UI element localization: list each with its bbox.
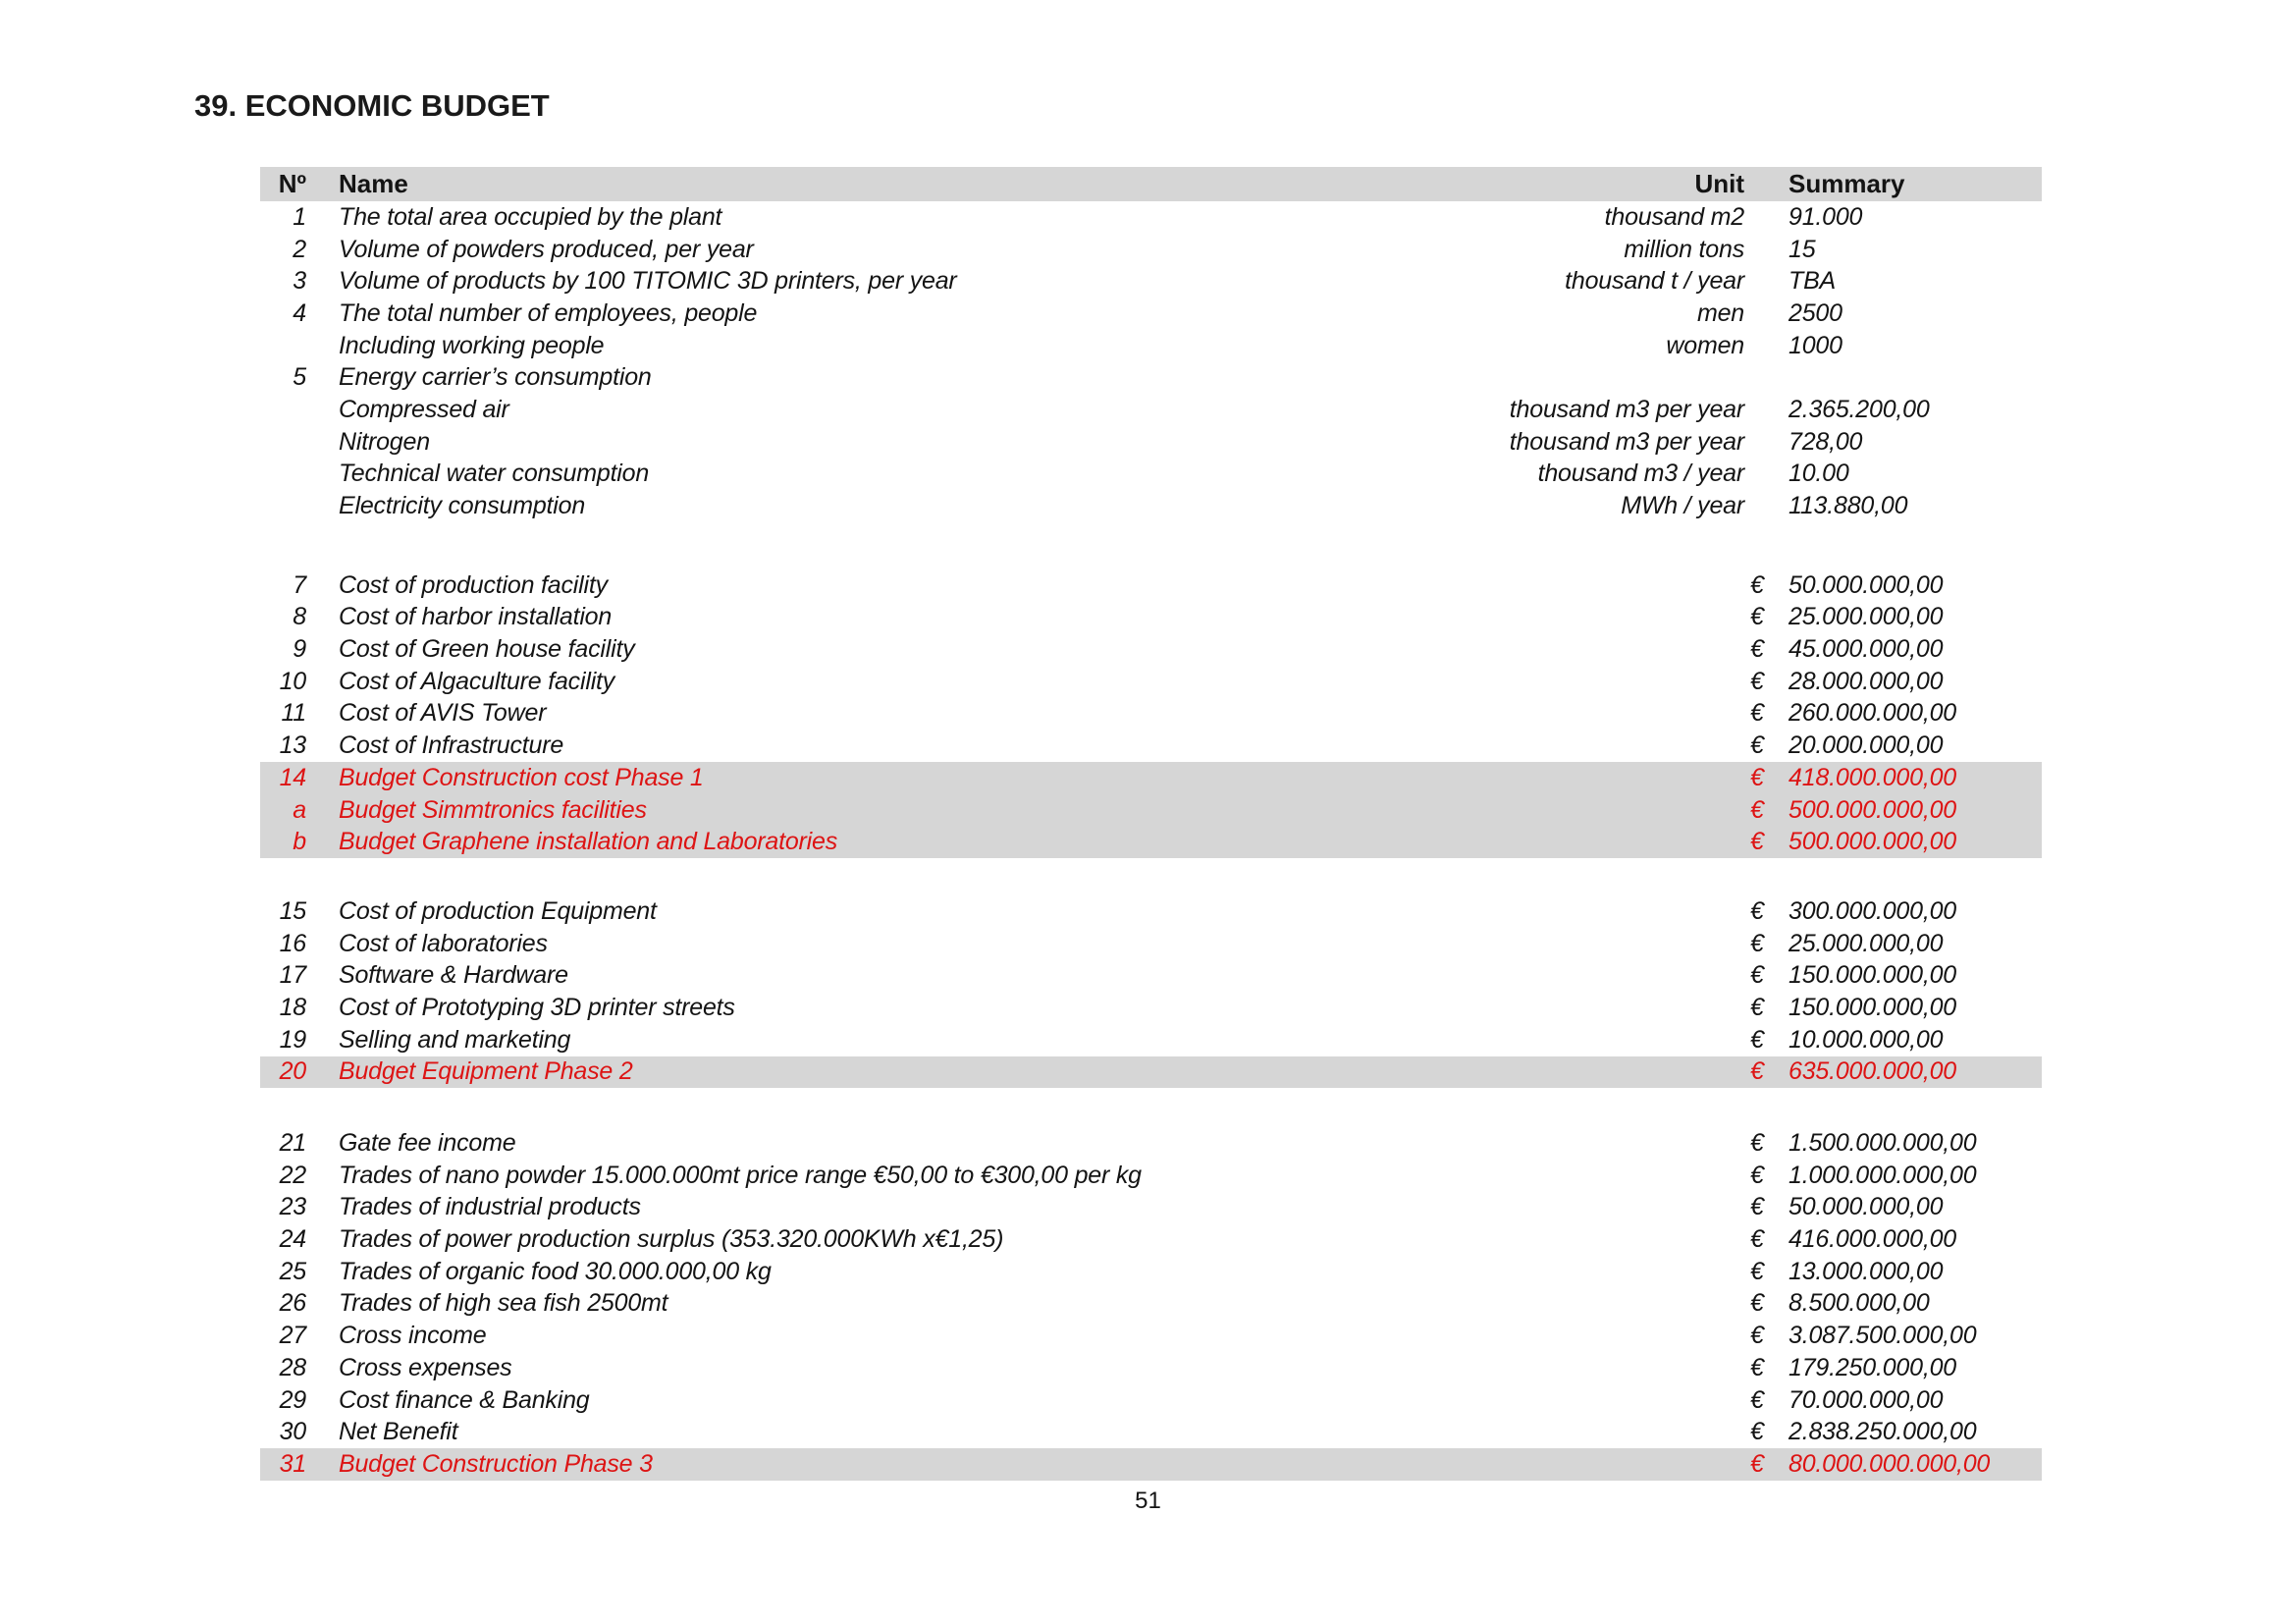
row-name: Budget Graphene installation and Laboratories (339, 828, 838, 856)
euro-sign: € (1750, 667, 1764, 695)
table-row (260, 569, 2042, 602)
row-name: Cost of harbor installation (339, 603, 613, 631)
row-number: 25 (279, 1257, 306, 1285)
euro-sign: € (1750, 896, 1764, 925)
table-row (260, 895, 2042, 928)
table-row (260, 602, 2042, 634)
row-name: Cross income (339, 1322, 487, 1350)
row-value: 728,00 (1789, 427, 1863, 456)
euro-sign: € (1750, 763, 1764, 791)
row-name: Cost of AVIS Tower (339, 699, 547, 728)
euro-sign: € (1750, 1385, 1764, 1414)
row-number: 2 (293, 235, 306, 263)
euro-sign: € (1750, 1449, 1764, 1478)
euro-sign: € (1750, 828, 1764, 856)
row-name: Cost finance & Banking (339, 1385, 590, 1414)
row-number: b (293, 828, 306, 856)
euro-sign: € (1750, 1257, 1764, 1285)
table-row (260, 1320, 2042, 1352)
euro-sign: € (1750, 1057, 1764, 1086)
table-row (260, 1056, 2042, 1089)
row-value: 300.000.000,00 (1789, 896, 1956, 925)
table-row (260, 201, 2042, 234)
row-name: Cost of production Equipment (339, 896, 657, 925)
row-name: Nitrogen (339, 427, 430, 456)
row-value: 50.000.000,00 (1789, 570, 1944, 599)
euro-sign: € (1750, 603, 1764, 631)
table-row (260, 1288, 2042, 1321)
row-unit: thousand m3 per year (1509, 427, 1744, 456)
row-value: 2.365.200,00 (1789, 395, 1930, 423)
row-value: 70.000.000,00 (1789, 1385, 1944, 1414)
row-value: 1.000.000.000,00 (1789, 1161, 1977, 1189)
table-row (260, 426, 2042, 459)
row-number: 7 (293, 570, 306, 599)
table-row (260, 1160, 2042, 1192)
euro-sign: € (1750, 1322, 1764, 1350)
header-unit: Unit (1694, 169, 1744, 198)
row-name: Trades of organic food 30.000.000,00 kg (339, 1257, 772, 1285)
euro-sign: € (1750, 635, 1764, 664)
row-number: 18 (279, 993, 306, 1021)
header-number: Nº (278, 169, 306, 198)
table-row (260, 265, 2042, 298)
table-row (260, 394, 2042, 426)
row-number: 13 (279, 731, 306, 760)
row-value: 2.838.250.000,00 (1789, 1418, 1977, 1446)
row-value: 15 (1789, 235, 1816, 263)
row-number: 20 (279, 1057, 306, 1086)
row-name: Volume of products by 100 TITOMIC 3D printers, per year (339, 267, 957, 296)
row-value: 25.000.000,00 (1789, 603, 1944, 631)
row-value: 500.000.000,00 (1789, 795, 1956, 824)
row-number: 16 (279, 929, 306, 957)
row-value: 500.000.000,00 (1789, 828, 1956, 856)
table-row (260, 1256, 2042, 1288)
table-row (260, 666, 2042, 698)
euro-sign: € (1750, 1161, 1764, 1189)
row-name: Budget Construction Phase 3 (339, 1449, 653, 1478)
row-value: 50.000.000,00 (1789, 1193, 1944, 1221)
row-name: Technical water consumption (339, 460, 650, 488)
table-row (260, 698, 2042, 730)
row-value: 418.000.000,00 (1789, 763, 1956, 791)
row-value: 635.000.000,00 (1789, 1057, 1956, 1086)
row-unit: thousand m3 per year (1509, 395, 1744, 423)
row-name: Net Benefit (339, 1418, 458, 1446)
row-name: Volume of powders produced, per year (339, 235, 754, 263)
row-spacer (260, 522, 2042, 569)
row-name: Trades of industrial products (339, 1193, 641, 1221)
table-row (260, 633, 2042, 666)
row-name: Cost of laboratories (339, 929, 548, 957)
table-row (260, 928, 2042, 960)
row-number: 30 (279, 1418, 306, 1446)
row-value: 28.000.000,00 (1789, 667, 1944, 695)
euro-sign: € (1750, 1418, 1764, 1446)
table-row (260, 1024, 2042, 1056)
row-unit: thousand m2 (1604, 202, 1744, 231)
row-value: 416.000.000,00 (1789, 1225, 1956, 1254)
table-row (260, 959, 2042, 992)
row-number: 4 (293, 298, 306, 327)
row-name: Compressed air (339, 395, 509, 423)
row-value: 2500 (1789, 298, 1842, 327)
row-number: 10 (279, 667, 306, 695)
row-number: 21 (279, 1129, 306, 1158)
row-number: 1 (293, 202, 306, 231)
row-name: Budget Simmtronics facilities (339, 795, 647, 824)
row-number: 31 (279, 1449, 306, 1478)
header-name: Name (339, 169, 408, 198)
table-row (260, 490, 2042, 522)
row-number: 23 (279, 1193, 306, 1221)
row-unit: million tons (1624, 235, 1744, 263)
row-name: The total number of employees, people (339, 298, 758, 327)
row-value: 45.000.000,00 (1789, 635, 1944, 664)
row-number: 26 (279, 1289, 306, 1318)
row-name: Trades of power production surplus (353.320.000KWh x€1,25) (339, 1225, 1004, 1254)
row-unit: women (1666, 331, 1744, 359)
row-number: 19 (279, 1025, 306, 1054)
row-unit: thousand m3 / year (1537, 460, 1744, 488)
table-row (260, 1448, 2042, 1481)
row-value: 25.000.000,00 (1789, 929, 1944, 957)
row-name: Budget Construction cost Phase 1 (339, 763, 704, 791)
row-value: TBA (1789, 267, 1837, 296)
row-number: 29 (279, 1385, 306, 1414)
row-name: Cross expenses (339, 1353, 512, 1381)
row-number: 27 (279, 1322, 306, 1350)
table-header-row (260, 167, 2042, 201)
row-value: 150.000.000,00 (1789, 961, 1956, 990)
row-name: Selling and marketing (339, 1025, 571, 1054)
row-value: 3.087.500.000,00 (1789, 1322, 1977, 1350)
row-number: 17 (279, 961, 306, 990)
row-value: 20.000.000,00 (1789, 731, 1944, 760)
table-row (260, 730, 2042, 762)
table-row (260, 1352, 2042, 1384)
economic-budget-table (260, 167, 2042, 1481)
row-number: 11 (281, 699, 306, 728)
row-unit: MWh / year (1621, 492, 1744, 520)
row-name: Energy carrier’s consumption (339, 363, 652, 392)
euro-sign: € (1750, 1025, 1764, 1054)
row-spacer (260, 1088, 2042, 1127)
table-row (260, 762, 2042, 794)
table-row (260, 459, 2042, 491)
page-number: 51 (1135, 1488, 1161, 1514)
table-row (260, 330, 2042, 362)
row-number: 15 (279, 896, 306, 925)
row-number: 9 (293, 635, 306, 664)
row-value: 10.00 (1789, 460, 1849, 488)
row-value: 113.880,00 (1789, 492, 1908, 520)
row-number: 14 (279, 763, 306, 791)
header-summary: Summary (1789, 169, 1905, 198)
table-row (260, 234, 2042, 266)
euro-sign: € (1750, 961, 1764, 990)
row-number: 3 (293, 267, 306, 296)
euro-sign: € (1750, 1353, 1764, 1381)
row-value: 179.250.000,00 (1789, 1353, 1956, 1381)
euro-sign: € (1750, 1289, 1764, 1318)
table-row (260, 1384, 2042, 1417)
page-title: 39. ECONOMIC BUDGET (194, 88, 550, 123)
table-row (260, 298, 2042, 330)
row-value: 150.000.000,00 (1789, 993, 1956, 1021)
table-row (260, 794, 2042, 827)
table-row (260, 826, 2042, 858)
row-name: Software & Hardware (339, 961, 568, 990)
row-name: Trades of nano powder 15.000.000mt price range €50,00 to €300,00 per kg (339, 1161, 1142, 1189)
euro-sign: € (1750, 993, 1764, 1021)
row-value: 10.000.000,00 (1789, 1025, 1944, 1054)
euro-sign: € (1750, 1193, 1764, 1221)
euro-sign: € (1750, 699, 1764, 728)
row-name: Including working people (339, 331, 605, 359)
row-unit: thousand t / year (1565, 267, 1744, 296)
table-row (260, 1192, 2042, 1224)
row-value: 260.000.000,00 (1789, 699, 1956, 728)
row-value: 1.500.000.000,00 (1789, 1129, 1977, 1158)
euro-sign: € (1750, 1129, 1764, 1158)
row-name: Cost of production facility (339, 570, 608, 599)
row-value: 8.500.000,00 (1789, 1289, 1930, 1318)
row-value: 13.000.000,00 (1789, 1257, 1944, 1285)
row-value: 1000 (1789, 331, 1842, 359)
row-value: 80.000.000.000,00 (1789, 1449, 1991, 1478)
row-spacer (260, 858, 2042, 895)
row-number: 8 (293, 603, 306, 631)
table-row (260, 1416, 2042, 1448)
row-unit: men (1696, 298, 1744, 327)
euro-sign: € (1750, 731, 1764, 760)
row-number: 22 (279, 1161, 306, 1189)
row-name: Trades of high sea fish 2500mt (339, 1289, 668, 1318)
row-name: Cost of Green house facility (339, 635, 635, 664)
table-body (260, 201, 2042, 1481)
euro-sign: € (1750, 795, 1764, 824)
row-name: Cost of Infrastructure (339, 731, 564, 760)
table-row (260, 1223, 2042, 1256)
euro-sign: € (1750, 929, 1764, 957)
row-name: Budget Equipment Phase 2 (339, 1057, 633, 1086)
euro-sign: € (1750, 1225, 1764, 1254)
row-number: 5 (293, 363, 306, 392)
table-row (260, 1127, 2042, 1160)
row-name: Gate fee income (339, 1129, 516, 1158)
row-number: 24 (279, 1225, 306, 1254)
table-row (260, 361, 2042, 394)
row-name: Electricity consumption (339, 492, 586, 520)
row-name: The total area occupied by the plant (339, 202, 722, 231)
row-value: 91.000 (1789, 202, 1863, 231)
table-row (260, 992, 2042, 1024)
euro-sign: € (1750, 570, 1764, 599)
row-number: 28 (279, 1353, 306, 1381)
row-name: Cost of Prototyping 3D printer streets (339, 993, 735, 1021)
row-number: a (293, 795, 306, 824)
row-name: Cost of Algaculture facility (339, 667, 615, 695)
